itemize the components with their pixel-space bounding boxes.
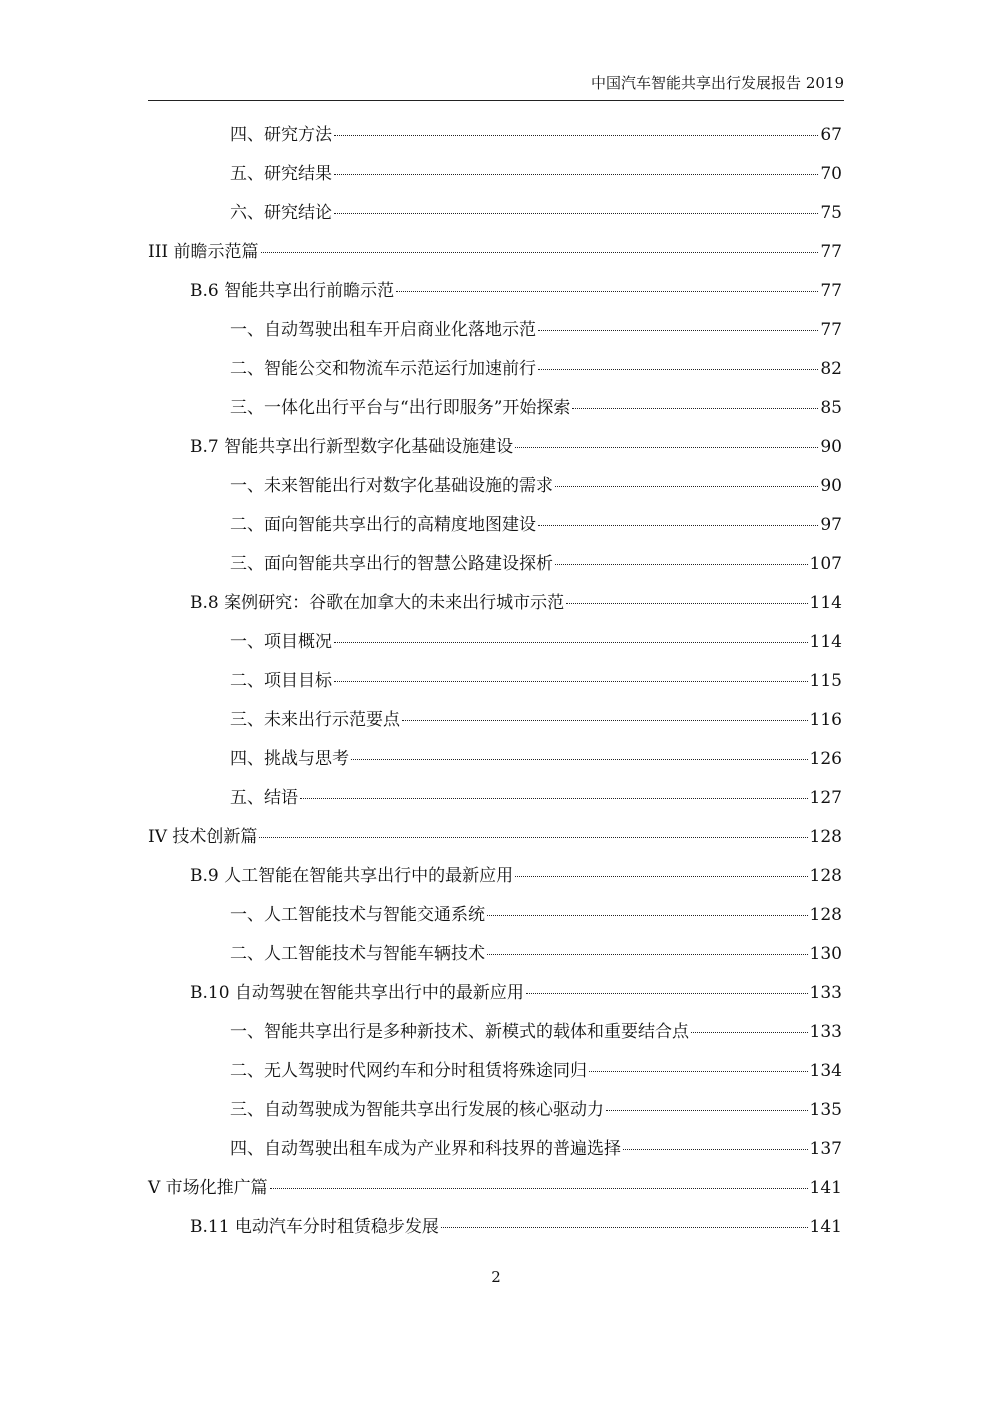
toc-entry[interactable] [148, 1056, 842, 1095]
toc-entry-page: 85 [820, 398, 842, 418]
toc-entry-page: 115 [809, 671, 842, 691]
toc-entry-label: 一、自动驾驶出租车开启商业化落地示范 [230, 320, 536, 340]
toc-dot-leader [515, 447, 818, 448]
toc-entry[interactable] [148, 237, 842, 276]
toc-entry[interactable] [148, 471, 842, 510]
toc-entry[interactable] [148, 978, 842, 1017]
toc-entry-label: 三、未来出行示范要点 [230, 710, 400, 730]
toc-entry-label: 四、研究方法 [230, 125, 332, 145]
toc-entry[interactable] [148, 159, 842, 198]
toc-entry[interactable] [148, 588, 842, 627]
toc-entry[interactable] [148, 1212, 842, 1251]
toc-dot-leader [515, 876, 807, 877]
toc-entry[interactable] [148, 276, 842, 315]
toc-entry-label: 一、人工智能技术与智能交通系统 [230, 905, 485, 925]
toc-entry-label: 六、研究结论 [230, 203, 332, 223]
toc-entry[interactable] [148, 1017, 842, 1056]
toc-entry[interactable] [148, 1173, 842, 1212]
toc-entry-page: 130 [809, 944, 842, 964]
toc-dot-leader [402, 720, 808, 721]
toc-dot-leader [555, 564, 808, 565]
toc-entry-label: 三、面向智能共享出行的智慧公路建设探析 [230, 554, 553, 574]
toc-entry-page: 90 [820, 437, 842, 457]
toc-entry-page: 133 [809, 1022, 842, 1042]
toc-dot-leader [606, 1110, 808, 1111]
toc-entry[interactable] [148, 705, 842, 744]
toc-dot-leader [300, 798, 808, 799]
toc-dot-leader [487, 915, 808, 916]
toc-entry[interactable] [148, 900, 842, 939]
toc-entry-label: B.8 案例研究：谷歌在加拿大的未来出行城市示范 [190, 593, 565, 613]
toc-dot-leader [623, 1149, 808, 1150]
toc-dot-leader [572, 408, 818, 409]
toc-entry[interactable] [148, 627, 842, 666]
toc-entry-label: 二、面向智能共享出行的高精度地图建设 [230, 515, 536, 535]
running-header-title: 中国汽车智能共享出行发展报告 2019 [591, 74, 844, 92]
toc-entry[interactable] [148, 1134, 842, 1173]
toc-entry-label: III 前瞻示范篇 [148, 242, 259, 262]
toc-entry[interactable] [148, 744, 842, 783]
toc-dot-leader [396, 291, 818, 292]
toc-dot-leader [334, 642, 808, 643]
toc-entry-label: 五、结语 [230, 788, 298, 808]
toc-entry-page: 77 [820, 320, 842, 340]
toc-entry[interactable] [148, 861, 842, 900]
toc-dot-leader [691, 1032, 808, 1033]
toc-entry-page: 114 [809, 632, 842, 652]
toc-dot-leader [538, 330, 818, 331]
toc-entry-page: 67 [820, 125, 842, 145]
toc-entry-label: 一、智能共享出行是多种新技术、新模式的载体和重要结合点 [230, 1022, 689, 1042]
toc-entry-label: B.7 智能共享出行新型数字化基础设施建设 [190, 437, 514, 457]
toc-dot-leader [270, 1188, 808, 1189]
toc-entry[interactable] [148, 939, 842, 978]
toc-entry-label: 一、未来智能出行对数字化基础设施的需求 [230, 476, 553, 496]
toc-dot-leader [566, 603, 807, 604]
toc-entry-label: 四、自动驾驶出租车成为产业界和科技界的普遍选择 [230, 1139, 621, 1159]
toc-dot-leader [334, 213, 818, 214]
toc-entry[interactable] [148, 432, 842, 471]
toc-dot-leader [259, 837, 807, 838]
toc-dot-leader [334, 174, 818, 175]
toc-entry-label: 三、自动驾驶成为智能共享出行发展的核心驱动力 [230, 1100, 604, 1120]
toc-entry-label: B.11 电动汽车分时租赁稳步发展 [190, 1217, 439, 1237]
toc-dot-leader [441, 1227, 808, 1228]
toc-dot-leader [538, 369, 818, 370]
toc-dot-leader [487, 954, 808, 955]
toc-dot-leader [351, 759, 808, 760]
toc-entry-page: 126 [809, 749, 842, 769]
toc-entry-page: 77 [820, 281, 842, 301]
toc-entry-page: 137 [809, 1139, 842, 1159]
toc-entry-page: 128 [809, 827, 842, 847]
toc-entry-page: 116 [809, 710, 842, 730]
toc-entry[interactable] [148, 198, 842, 237]
toc-entry-page: 75 [820, 203, 842, 223]
toc-entry-page: 133 [809, 983, 842, 1003]
toc-dot-leader [261, 252, 819, 253]
toc-entry[interactable] [148, 549, 842, 588]
toc-entry[interactable] [148, 354, 842, 393]
toc-entry-label: 二、智能公交和物流车示范运行加速前行 [230, 359, 536, 379]
toc-entry-label: 五、研究结果 [230, 164, 332, 184]
toc-entry-page: 141 [809, 1178, 842, 1198]
toc-entry-page: 97 [820, 515, 842, 535]
toc-entry-label: IV 技术创新篇 [148, 827, 258, 847]
toc-entry-page: 128 [809, 866, 842, 886]
toc-entry-label: 二、无人驾驶时代网约车和分时租赁将殊途同归 [230, 1061, 587, 1081]
toc-entry-label: 二、项目目标 [230, 671, 332, 691]
toc-entry[interactable] [148, 315, 842, 354]
toc-entry-page: 135 [809, 1100, 842, 1120]
toc-entry-page: 77 [820, 242, 842, 262]
toc-dot-leader [526, 993, 808, 994]
toc-entry[interactable] [148, 120, 842, 159]
toc-entry-label: 三、一体化出行平台与“出行即服务”开始探索 [230, 398, 571, 418]
toc-entry-page: 82 [820, 359, 842, 379]
toc-entry-label: B.10 自动驾驶在智能共享出行中的最新应用 [190, 983, 524, 1003]
toc-entry-page: 90 [820, 476, 842, 496]
toc-dot-leader [538, 525, 818, 526]
toc-entry-page: 107 [809, 554, 842, 574]
toc-dot-leader [555, 486, 818, 487]
toc-entry[interactable] [148, 666, 842, 705]
toc-entry-page: 134 [809, 1061, 842, 1081]
toc-entry[interactable] [148, 1095, 842, 1134]
toc-entry-label: B.6 智能共享出行前瞻示范 [190, 281, 395, 301]
toc-entry-page: 127 [809, 788, 842, 808]
toc-entry-label: B.9 人工智能在智能共享出行中的最新应用 [190, 866, 514, 886]
toc-dot-leader [334, 135, 818, 136]
toc-entry-page: 114 [809, 593, 842, 613]
toc-entry-label: 四、挑战与思考 [230, 749, 349, 769]
toc-entry-page: 141 [809, 1217, 842, 1237]
toc-entry-label: V 市场化推广篇 [148, 1178, 268, 1198]
toc-entry[interactable] [148, 510, 842, 549]
toc-entry[interactable] [148, 783, 842, 822]
header-divider [148, 100, 844, 101]
toc-entry-label: 一、项目概况 [230, 632, 332, 652]
toc-entry[interactable] [148, 393, 842, 432]
toc-entry-page: 70 [820, 164, 842, 184]
toc-dot-leader [334, 681, 808, 682]
table-of-contents [148, 120, 842, 1251]
toc-dot-leader [589, 1071, 808, 1072]
toc-entry[interactable] [148, 822, 842, 861]
toc-entry-page: 128 [809, 905, 842, 925]
toc-entry-label: 二、人工智能技术与智能车辆技术 [230, 944, 485, 964]
page-number: 2 [491, 1268, 501, 1286]
